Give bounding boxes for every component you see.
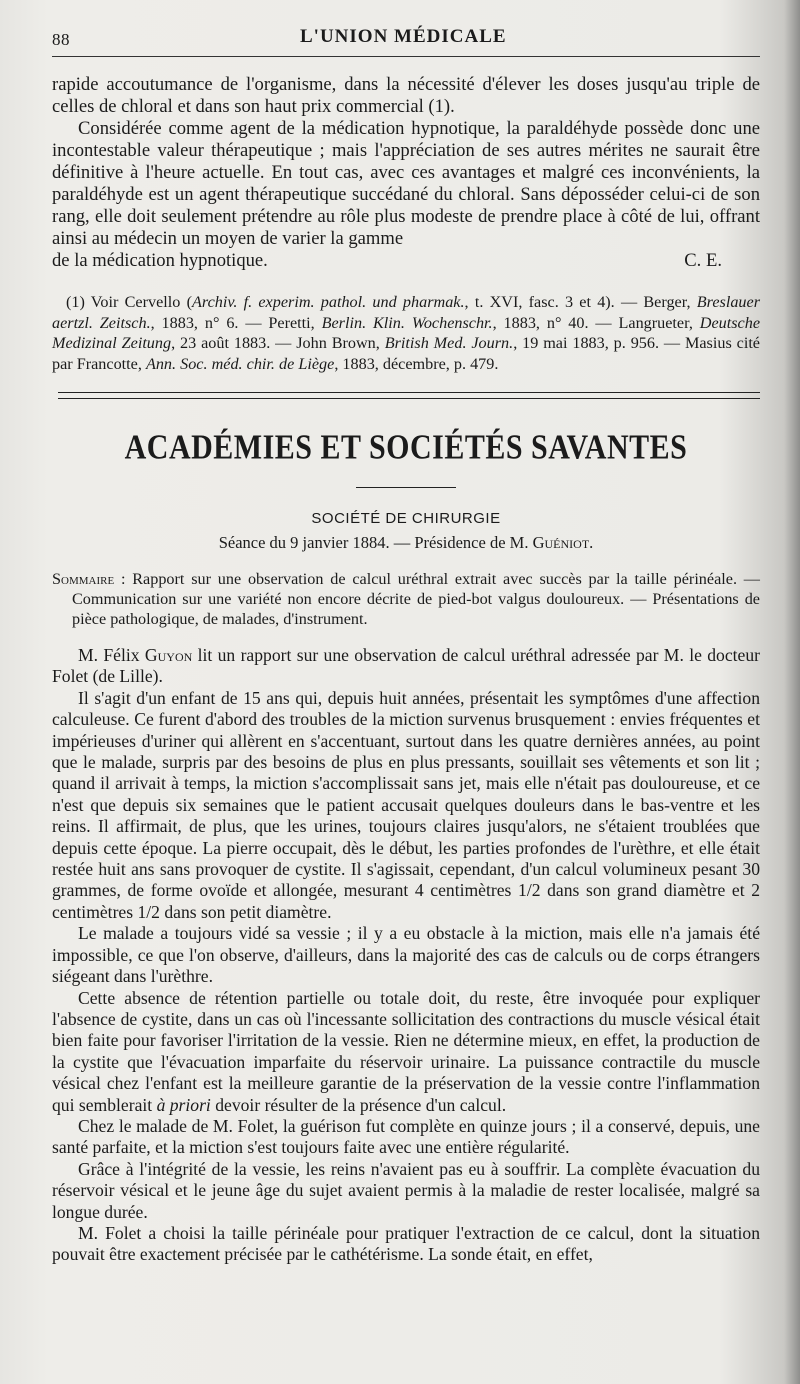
journal-deutsche: Deutsche Medizinal Zeitung bbox=[52, 313, 761, 352]
title-rule bbox=[356, 487, 456, 488]
journal-berlin: Berlin. Klin. Wochenschr. bbox=[321, 313, 493, 332]
paragraph-end-line bbox=[52, 250, 760, 272]
header-rule bbox=[52, 56, 760, 57]
section-title: ACADÉMIES ET SOCIÉTÉS SAVANTES bbox=[124, 428, 688, 467]
paragraph-continuation: rapide accoutumance de l'organisme, dans la nécessité d'élever les doses jusqu'au triple de celles de chloral et dans son haut prix commercial (1). bbox=[52, 74, 760, 117]
president-name: Guéniot bbox=[532, 533, 590, 552]
page-header bbox=[52, 0, 760, 58]
report-outcome: Chez le malade de M. Folet, la guérison fut complète en quinze jours ; il a conservé, depuis, une santé parfaite, et la miction s'est toujours faite avec une entière régularité. bbox=[52, 1115, 760, 1158]
report-kidneys: Grâce à l'intégrité de la vessie, les reins n'avaient pas eu à souffrir. La complète évacuation du réservoir vésical et le jeune âge du sujet avaient permis à la maladie de rester localisée, malgré sa longue durée. bbox=[52, 1158, 760, 1222]
paragraph-last-line: de la médication hypnotique. bbox=[52, 250, 268, 271]
report-retention: Cette absence de rétention partielle ou totale doit, du reste, être invoquée pour expliquer l'absence de cystite, dans un cas où l'incessante sollicitation des contractions du muscle vésical était bien faite pour favoriser l'irritation de la vessie. Rien ne détermine mieux, en effet, la production de la cystite que l'évacuation imparfaite du réservoir urinaire. La puissance contractile du muscle vésical chez l'enfant est la meilleure garantie de la préservation de la vessie contre l'inflammation qui semblerait à priori devoir résulter de la présence d'un calcul. bbox=[52, 987, 760, 1115]
society-heading: SOCIÉTÉ DE CHIRURGIE bbox=[311, 510, 501, 527]
journal-breslauer: Breslauer aertzl. Zeitsch. bbox=[52, 293, 760, 332]
journal-archiv: Archiv. f. experim. pathol. und pharmak. bbox=[191, 293, 465, 311]
footnote: (1) Voir Cervello (Archiv. f. experim. pathol. und pharmak., t. XVI, fasc. 3 et 4). — Berger, Breslauer aertzl. Zeitsch., 1883, n° 6. — Peretti, Berlin. Klin. Wochenschr., 1883, n° 40. — Langrueter, Deutsche Medizinal Zeitung, 23 août 1883. — John Brown, British Med. Journ., 19 mai 1883, p. 956. — Masius cité par Francotte, Ann. Soc. méd. chir. de Liège, 1883, décembre, p. 479. bbox=[52, 293, 761, 373]
page-number: 88 bbox=[52, 30, 70, 49]
report-bladder: Le malade a toujours vidé sa vessie ; il y a eu obstacle à la miction, mais elle n'a jamais été impossible, ce que l'on observe, d'ailleurs, dans la majorité des cas de calculs ou de corps étrangers siégeant dans l'urèthre. bbox=[52, 923, 760, 987]
report-procedure: M. Folet a choisi la taille périnéale pour pratiquer l'extraction de ce calcul, dont la situation pouvait être exactement précisée par le cathétérisme. La sonde était, en effet, bbox=[52, 1222, 760, 1265]
report-case-description: Il s'agit d'un enfant de 15 ans qui, depuis huit années, présentait les symptômes d'une affection calculeuse. Ce furent d'abord des troubles de la miction survenus brusquement : envies fréquentes et impérieuses d'uriner qui allèrent en s'accentuant, surtout dans les quatre dernières années, au point que le malade, surpris par des besoins de plus en plus pressants, souillait ses vêtements et son lit ; quand il arrivait à temps, la miction s'accomplissait sans jet, mais elle n'était pas douloureuse, et ce n'est que depuis six semaines que le patient accusait quelques douleurs dans le bas-ventre et les reins. Il affirmait, de plus, que les urines, toujours claires jusqu'alors, ne s'étaient troublées que depuis cette époque. La pierre occupait, dès le début, les parties profondes de l'urèthre, et elle était restée huit ans sans provoquer de cystite. Il s'agissait, cependant, d'un calcul volumineux pesant 30 grammes, de forme ovoïde et allongée, mesurant 4 centimètres 1/2 dans son grand diamètre et 2 centimètres 1/2 dans son petit diamètre. bbox=[52, 687, 760, 922]
rapporteur-name: Guyon bbox=[144, 645, 193, 665]
journal-british: British Med. Journ. bbox=[384, 334, 514, 352]
paragraph-paraldehyde-conclusion: Considérée comme agent de la médication hypnotique, la paraldéhyde possède donc une incontestable valeur thérapeutique ; mais l'appréciation de ses autres mérites ne saurait être définitive à l'heure actuelle. En tout cas, avec ces avantages et malgré ces inconvénients, la paraldéhyde est un agent thérapeutique succédané du chloral. Sans déposséder celui-ci de son rang, elle doit seulement prétendre au rôle plus modeste de prendre place à côté de lui, offrant ainsi au médecin un moyen de varier la gamme bbox=[52, 118, 760, 249]
report-intro: M. Félix Guyon lit un rapport sur une observation de calcul uréthral adressée par M. le docteur Folet (de Lille). bbox=[52, 645, 760, 687]
section-divider bbox=[58, 392, 760, 399]
session-line: Séance du 9 janvier 1884. — Présidence de M. Guéniot. bbox=[218, 533, 594, 552]
author-initials: C. E. bbox=[684, 250, 722, 271]
running-head: L'UNION MÉDICALE bbox=[300, 26, 507, 47]
journal-ann: Ann. Soc. méd. chir. de Liège bbox=[145, 354, 335, 373]
summary-label: Sommaire bbox=[52, 570, 115, 588]
summary-block: Sommaire : Rapport sur une observation de calcul uréthral extrait avec succès par la taille périnéale. — Communication sur une variété non encore décrite de pied-bot valgus douloureux. — Présentations de pièce pathologique, de malades, d'instrument. bbox=[52, 570, 760, 628]
